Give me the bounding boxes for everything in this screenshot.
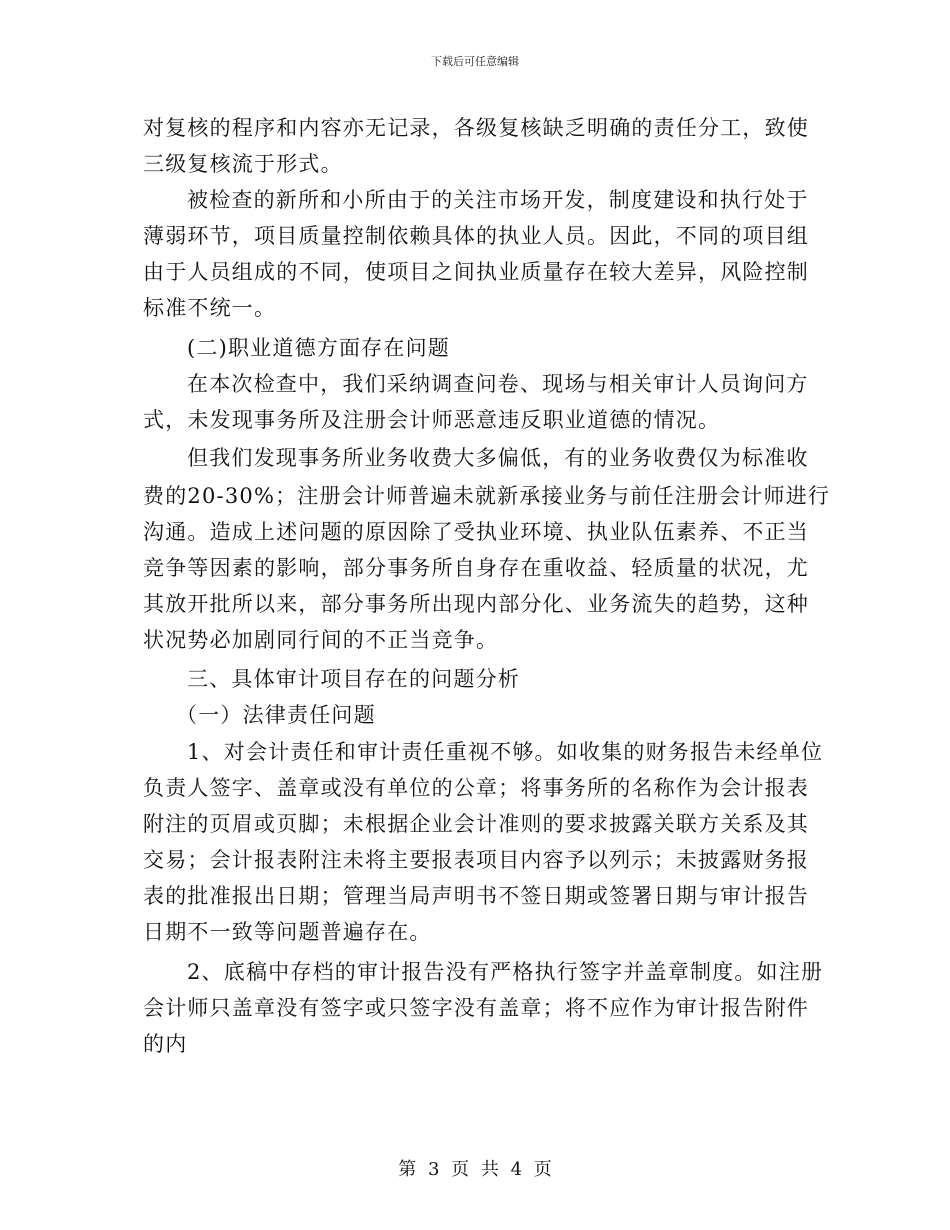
page-header: 下载后可任意编辑: [431, 55, 519, 68]
body-line: 标准不统一。: [143, 296, 277, 320]
body-line: 的内: [143, 1032, 188, 1056]
subsection-heading: （一）法律责任问题: [176, 703, 376, 727]
body-line: 薄弱环节，项目质量控制依赖具体的执业人员。因此，不同的项目组: [143, 224, 809, 248]
body-line: 竞争等因素的影响，部分事务所自身存在重收益、轻质量的状况，尤: [143, 556, 809, 580]
body-line: 三级复核流于形式。: [143, 152, 343, 176]
body-line: 2、底稿中存档的审计报告没有严格执行签字并盖章制度。如注册: [187, 960, 824, 984]
body-line: 其放开批所以来，部分事务所出现内部分化、业务流失的趋势，这种: [143, 592, 809, 616]
body-line: 对复核的程序和内容亦无记录，各级复核缺乏明确的责任分工，致使: [143, 116, 809, 140]
body-line: 沟通。造成上述问题的原因除了受执业环境、执业队伍素养、不正当: [143, 520, 809, 544]
body-line: 交易；会计报表附注未将主要报表项目内容予以列示；未披露财务报: [143, 848, 809, 872]
body-line: 由于人员组成的不同，使项目之间执业质量存在较大差异，风险控制: [143, 260, 809, 284]
body-line: 负责人签字、盖章或没有单位的公章；将事务所的名称作为会计报表: [143, 776, 809, 800]
body-line: 状况势必加剧同行间的不正当竞争。: [143, 628, 499, 652]
body-line: 在本次检查中，我们采纳调查问卷、现场与相关审计人员询问方: [187, 372, 809, 396]
body-line: 但我们发现事务所业务收费大多偏低，有的业务收费仅为标准收: [187, 446, 809, 470]
body-line: 1、对会计责任和审计责任重视不够。如收集的财务报告未经单位: [187, 740, 824, 764]
body-line: 附注的页眉或页脚；未根据企业会计准则的要求披露关联方关系及其: [143, 812, 809, 836]
body-line: 被检查的新所和小所由于的关注市场开发，制度建设和执行处于: [187, 188, 809, 212]
body-line: 会计师只盖章没有签字或只签字没有盖章；将不应作为审计报告附件: [143, 996, 809, 1020]
section-heading: (二)职业道德方面存在问题: [187, 336, 450, 360]
body-line: 表的批准报出日期；管理当局声明书不签日期或签署日期与审计报告: [143, 884, 809, 908]
body-line: 式，未发现事务所及注册会计师恶意违反职业道德的情况。: [143, 408, 721, 432]
page-footer: 第 3 页 共 4 页: [398, 1159, 552, 1180]
section-heading: 三、具体审计项目存在的问题分析: [187, 667, 520, 691]
body-line: 费的20-30%；注册会计师普遍未就新承接业务与前任注册会计师进行: [143, 484, 831, 508]
body-line: 日期不一致等问题普遍存在。: [143, 920, 432, 944]
